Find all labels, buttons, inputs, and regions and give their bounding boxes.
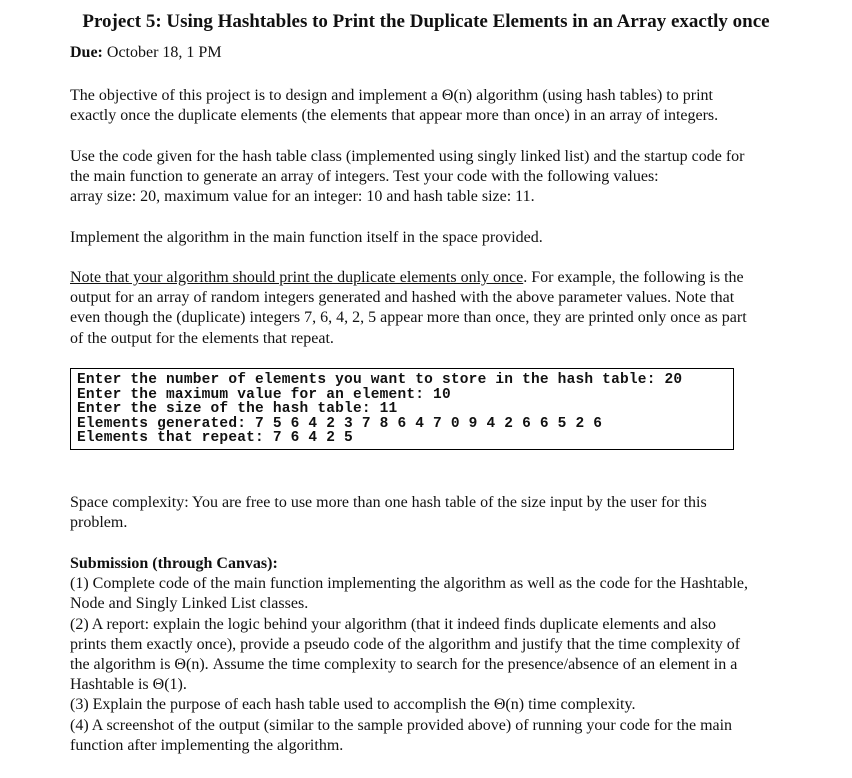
- text-line: The objective of this project is to design and implement a Θ(n) algorithm (using hash tables) to print: [70, 87, 713, 104]
- text-line: of the output for the elements that repeat.: [70, 329, 334, 347]
- text-line: array size: 20, maximum value for an integer: 10 and hash table size: 11.: [70, 188, 535, 206]
- text-line: the main function to generate an array of integers. Test your code with the following values:: [70, 168, 659, 186]
- text-line: (3) Explain the purpose of each hash table used to accomplish the Θ(n) time complexity.: [70, 696, 636, 714]
- text-line: Node and Singly Linked List classes.: [70, 595, 309, 613]
- text-line: (1) Complete code of the main function implementing the algorithm as well as the code for the Hashtable,: [70, 575, 749, 593]
- console-line: Elements generated: 7 5 6 4 2 3 7 8 6 4 7 0 9 4 2 6 6 5 2 6: [77, 415, 603, 432]
- submission-section: [70, 554, 830, 756]
- due-date: [70, 43, 222, 63]
- text-line: even though the (duplicate) integers 7, 6, 4, 2, 5 appear more than once, they are printed only once as part: [70, 309, 747, 327]
- instructions-paragraph: [70, 147, 830, 208]
- text-line: output for an array of random integers generated and hashed with the above parameter values. Note that: [70, 289, 735, 307]
- console-line: Enter the number of elements you want to store in the hash table: 20: [77, 372, 683, 388]
- text-line: the algorithm is Θ(n). Assume the time complexity to search for the presence/absence of an element in a: [70, 656, 738, 674]
- text-line: prints them exactly once), provide a pseudo code of the algorithm and justify that the time complexity of: [70, 635, 741, 653]
- console-line: Enter the maximum value for an element: 10: [77, 386, 451, 403]
- text-line: (2) A report: explain the logic behind your algorithm (that it indeed finds duplicate elements and also: [70, 615, 717, 633]
- underlined-note: Note that your algorithm should print the duplicate elements only once: [70, 269, 524, 286]
- text-line: exactly once the duplicate elements (the elements that appear more than once) in an array of integers.: [70, 107, 719, 125]
- text-line: function after implementing the algorithm.: [70, 736, 344, 754]
- console-output-box: [70, 368, 734, 450]
- space-complexity-paragraph: [70, 493, 830, 533]
- implement-paragraph: [70, 228, 830, 248]
- page-title: Project 5: Using Hashtables to Print the Duplicate Elements in an Array exactly once: [82, 11, 770, 32]
- text-line: Hashtable is Θ(1).: [70, 676, 187, 694]
- text-line: problem.: [70, 514, 128, 532]
- text-line: Use the code given for the hash table class (implemented using singly linked list) and the startup code for: [70, 148, 745, 165]
- note-paragraph: [70, 268, 830, 349]
- text-line: [70, 268, 830, 288]
- console-line: Enter the size of the hash table: 11: [77, 401, 398, 418]
- due-label: Due:: [70, 44, 103, 61]
- due-value: October 18, 1 PM: [106, 44, 222, 61]
- text-line: (4) A screenshot of the output (similar to the sample provided above) of running your code for the main: [70, 716, 733, 734]
- submission-heading: Submission (through Canvas):: [70, 555, 278, 572]
- objective-paragraph: [70, 86, 830, 126]
- note-first-line-rest: . For example, the following is the: [523, 269, 744, 286]
- text-line: Implement the algorithm in the main function itself in the space provided.: [70, 229, 543, 246]
- console-line: Elements that repeat: 7 6 4 2 5: [77, 430, 353, 447]
- text-line: Space complexity: You are free to use more than one hash table of the size input by the user for this: [70, 494, 707, 511]
